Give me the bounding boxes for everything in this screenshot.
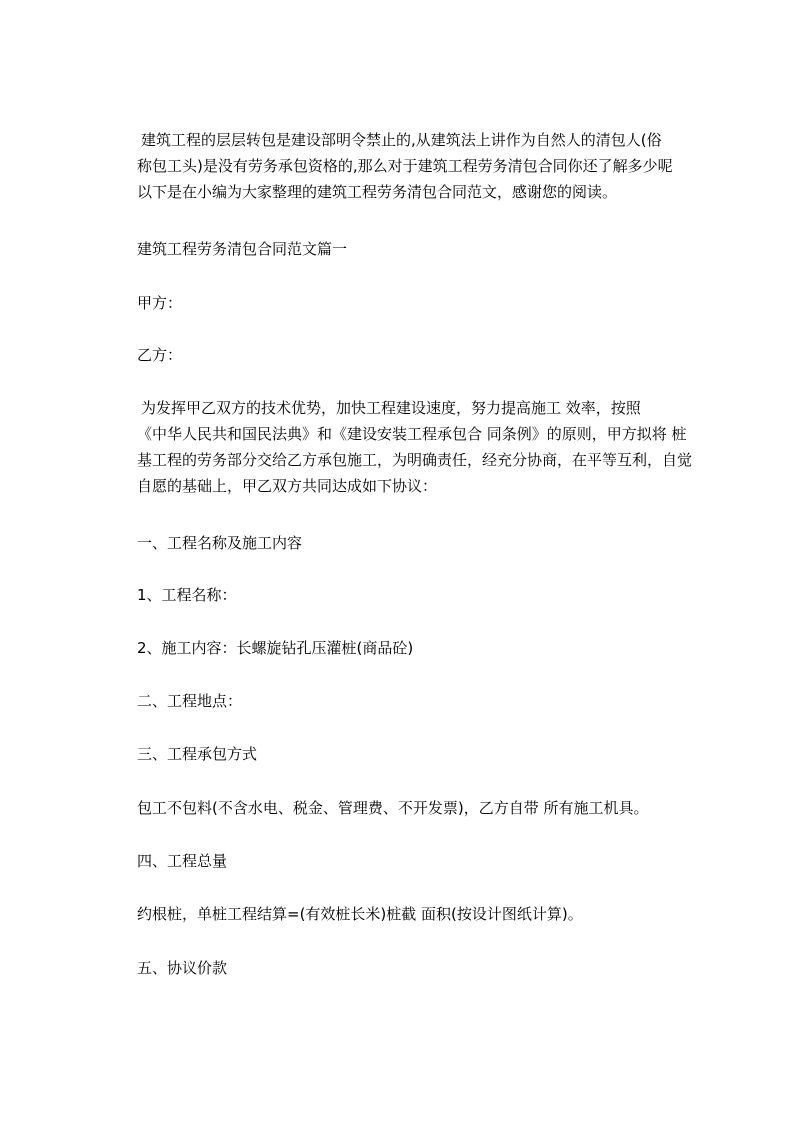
intro-paragraph [137, 127, 673, 205]
clause-heading-3: 三、工程承包方式 [137, 745, 258, 763]
clause-item-construction-content: 2、施工内容：长螺旋钻孔压灌桩(商品砼) [137, 639, 414, 657]
intro-line-1: 建筑工程的层层转包是建设部明令禁止的,从建筑法上讲作为自然人的清包人(俗 [141, 131, 662, 149]
clause-text-total-quantity: 约根桩，单桩工程结算=(有效桩长米)桩截 面积(按设计图纸计算)。 [137, 905, 583, 923]
intro-line-3: 以下是在小编为大家整理的建筑工程劳务清包合同范文，感谢您的阅读。 [137, 183, 618, 201]
party-a-label: 甲方： [137, 294, 183, 312]
section-title: 建筑工程劳务清包合同范文篇一 [137, 240, 348, 258]
preamble-line-4: 自愿的基础上，甲乙双方共同达成如下协议： [137, 477, 438, 495]
preamble-line-1: 为发挥甲乙双方的技术优势，加快工程建设速度，努力提高施工 效率，按照 [141, 399, 641, 417]
clause-heading-2: 二、工程地点： [137, 692, 243, 710]
clause-heading-5: 五、协议价款 [137, 959, 228, 977]
clause-heading-1: 一、工程名称及施工内容 [137, 534, 303, 552]
preamble-line-3: 基工程的劳务部分交给乙方承包施工，为明确责任，经充分协商，在平等互利，自觉 [137, 451, 693, 469]
clause-text-contract-mode: 包工不包料(不含水电、税金、管理费、不开发票)，乙方自带 所有施工机具。 [137, 799, 649, 817]
clause-heading-4: 四、工程总量 [137, 852, 228, 870]
clause-item-project-name: 1、工程名称： [137, 586, 237, 604]
party-b-label: 乙方： [137, 346, 183, 364]
preamble-line-2: 《中华人民共和国民法典》和《建设安装工程承包合 同条例》的原则，甲方拟将 桩 [137, 425, 687, 443]
preamble-paragraph [137, 395, 693, 499]
intro-line-2: 称包工头)是没有劳务承包资格的,那么对于建筑工程劳务清包合同你还了解多少呢 [137, 157, 673, 175]
